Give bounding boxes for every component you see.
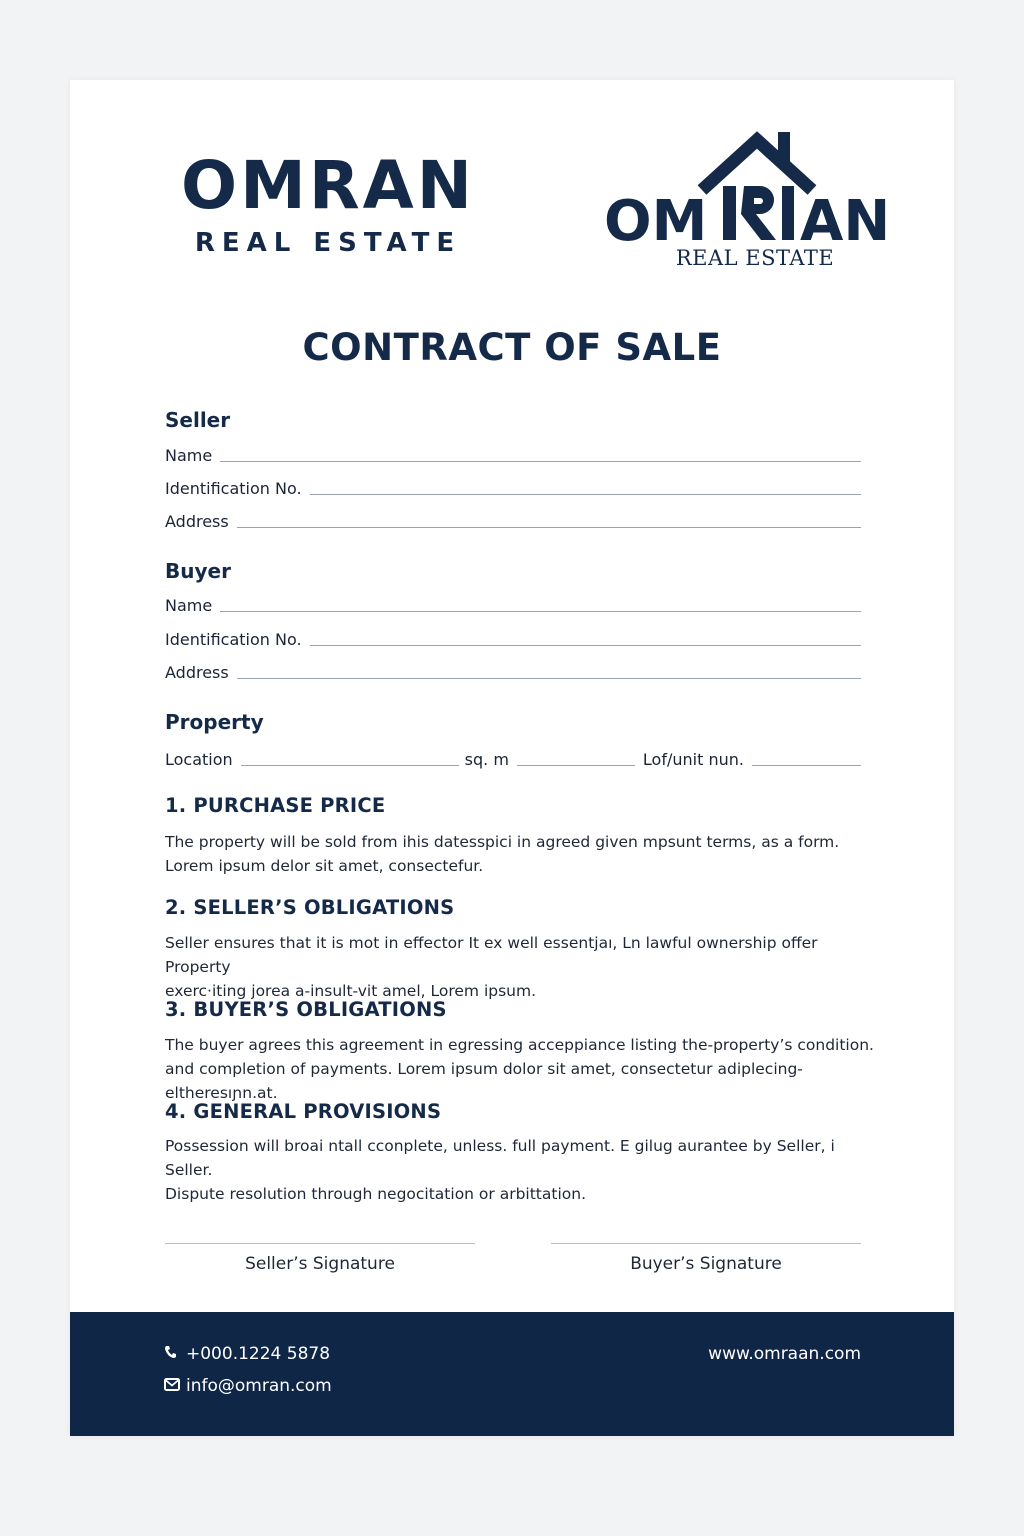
clause-buyer-obligations-body	[165, 1033, 875, 1105]
clause-line: The buyer agrees this agreement in egressing acceppiance listing the-property’s condition.	[165, 1036, 874, 1054]
website-link[interactable]: www.omraan.com	[708, 1344, 861, 1364]
clause-line: and completion of payments. Lorem ipsum dolor sit amet, consectetur adiplecing-eltheresıɲn.at.	[165, 1060, 803, 1102]
property-fields-row	[165, 746, 861, 770]
clause-line: The property will be sold from ihis datesspici in agreed given mpsunt terms, as a form.	[165, 833, 840, 851]
buyer-heading: Buyer	[165, 559, 231, 583]
phone-number: +000.1224 5878	[186, 1344, 331, 1364]
signature-line[interactable]	[551, 1243, 861, 1244]
seller-address-field[interactable]	[165, 508, 861, 532]
field-label: Name	[165, 596, 213, 615]
clause-line: Seller ensures that it is mot in effector It ex well essentjaı, Ln lawful ownership offer Property	[165, 934, 818, 976]
buyer-signature-label: Buyer’s Signature	[630, 1254, 782, 1274]
unit-fill-line[interactable]	[752, 751, 861, 766]
buyer-address-field[interactable]	[165, 659, 861, 683]
clause-line: Possession will broai ntall cconplete, unless. full payment. E gilug aurantee by Seller, i Seller.	[165, 1137, 835, 1179]
seller-heading: Seller	[165, 408, 231, 432]
unit-label: Lof/unit nun.	[642, 750, 744, 769]
seller-signature-block[interactable]	[165, 1243, 475, 1274]
envelope-icon	[164, 1376, 182, 1396]
clause-general-provisions-heading: 4. GENERAL PROVISIONS	[165, 1100, 442, 1123]
field-label: Identification No.	[165, 630, 302, 649]
fill-line[interactable]	[310, 631, 861, 646]
clause-line: Lorem ipsum delor sit amet, consectefur.	[165, 857, 484, 875]
area-fill-line[interactable]	[517, 751, 635, 766]
clause-seller-obligations-heading: 2. SELLER’S OBLIGATIONS	[165, 896, 455, 919]
field-label: Name	[165, 446, 213, 465]
contact-footer	[70, 1312, 954, 1436]
fill-line[interactable]	[237, 664, 861, 679]
buyer-name-field[interactable]	[165, 592, 861, 616]
fill-line[interactable]	[310, 480, 861, 495]
property-heading: Property	[165, 710, 264, 734]
contract-title: CONTRACT OF SALE	[302, 326, 722, 369]
fill-line[interactable]	[220, 597, 861, 612]
clause-purchase-price-heading: 1. PURCHASE PRICE	[165, 794, 386, 817]
signature-line[interactable]	[165, 1243, 475, 1244]
fill-line[interactable]	[237, 513, 861, 528]
field-label: Address	[165, 663, 229, 682]
clause-general-provisions-body	[165, 1134, 875, 1206]
field-label: Identification No.	[165, 479, 302, 498]
buyer-signature-block[interactable]	[551, 1243, 861, 1274]
email-address[interactable]: info@omran.com	[186, 1376, 332, 1396]
clause-line: Dispute resolution through negocitation or arbittation.	[165, 1185, 586, 1203]
seller-id-field[interactable]	[165, 475, 861, 499]
clause-buyer-obligations-heading: 3. BUYER’S OBLIGATIONS	[165, 998, 447, 1021]
email-contact	[164, 1376, 332, 1396]
logo2-right-text: AN	[800, 189, 891, 248]
location-label: Location	[165, 750, 233, 769]
logo-tagline: REAL ESTATE	[194, 228, 462, 258]
contract-page	[70, 80, 954, 1436]
phone-icon	[164, 1344, 182, 1364]
location-fill-line[interactable]	[241, 751, 459, 766]
house-roof-icon	[604, 128, 904, 248]
area-label: sq. m	[464, 750, 509, 769]
clause-line: exerc·iting jorea a-insult-vit amel, Lorem ipsum.	[165, 982, 537, 1000]
seller-signature-label: Seller’s Signature	[245, 1254, 395, 1274]
clause-seller-obligations-body	[165, 931, 875, 1003]
clause-purchase-price-body	[165, 830, 875, 878]
omran-wordmark-logo	[165, 146, 491, 258]
buyer-id-field[interactable]	[165, 626, 861, 650]
seller-name-field[interactable]	[165, 442, 861, 466]
logo2-tagline: REAL ESTATE	[675, 246, 835, 270]
logo-name: OMRAN	[181, 147, 475, 224]
field-label: Address	[165, 512, 229, 531]
phone-contact	[164, 1344, 330, 1364]
omran-house-logo	[604, 128, 904, 278]
logo2-left-text: OM	[604, 189, 708, 248]
fill-line[interactable]	[220, 447, 861, 462]
